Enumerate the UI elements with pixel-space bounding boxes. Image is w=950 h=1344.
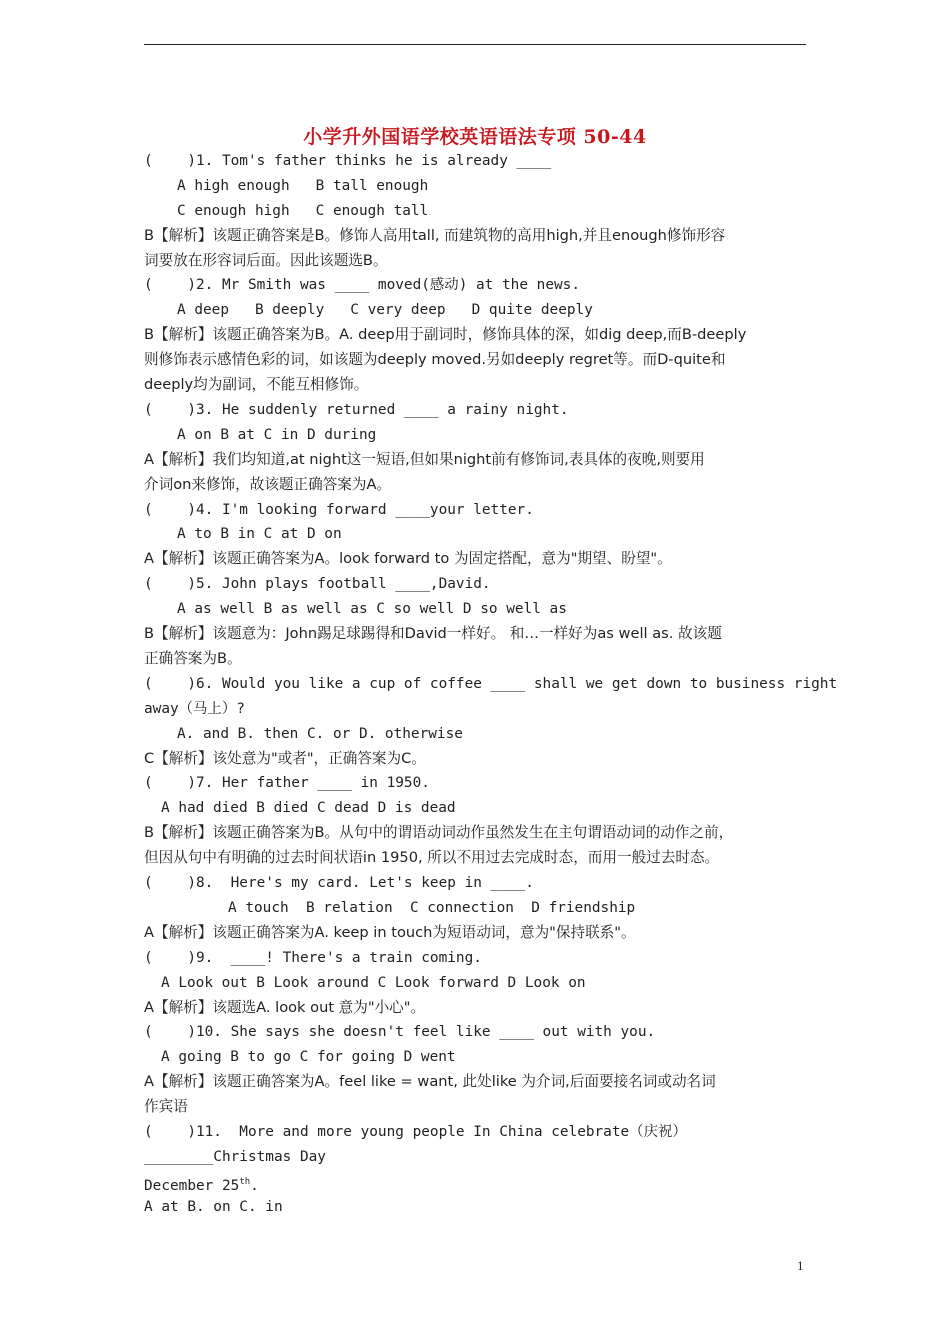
question-line: ( )2. Mr Smith was ____ moved(感动) at the news. bbox=[144, 277, 580, 294]
options-line: A deep B deeply C very deep D quite deeply bbox=[177, 302, 593, 319]
question-continuation-line: ________Christmas Day bbox=[144, 1148, 326, 1165]
answer-explanation-line: 则修饰表示感情色彩的词，如该题为deeply moved.另如deeply regret等。而D-quite和 bbox=[144, 351, 726, 369]
answer-explanation-line: B【解析】该题意为：John踢足球踢得和David一样好。 和…一样好为as well as. 故该题 bbox=[144, 625, 722, 643]
question-continuation-line: December 25th. bbox=[144, 1176, 259, 1194]
answer-explanation-line: A【解析】我们均知道,at night这一短语,但如果night前有修饰词,表具体的夜晚,则要用 bbox=[144, 450, 705, 468]
question-line: ( )4. I'm looking forward ____your letter. bbox=[144, 501, 534, 518]
options-line: A to B in C at D on bbox=[177, 526, 342, 543]
answer-explanation-line: B【解析】该题正确答案是B。修饰人高用tall, 而建筑物的高用high,并且enough修饰形容 bbox=[144, 226, 726, 244]
options-line: C enough high C enough tall bbox=[177, 202, 429, 219]
options-line: A on B at C in D during bbox=[177, 426, 377, 443]
options-line: A going B to go C for going D went bbox=[161, 1049, 456, 1066]
page-title: 小学升外国语学校英语语法专项 50-44 bbox=[303, 126, 647, 148]
question-list bbox=[144, 149, 838, 1220]
question-line: ( )6. Would you like a cup of coffee ____ shall we get down to business right bbox=[144, 675, 838, 692]
question-line: ( )5. John plays football ____,David. bbox=[144, 576, 491, 593]
question-line: ( )1. Tom's father thinks he is already ____ bbox=[144, 153, 552, 169]
question-line: ( )7. Her father ____ in 1950. bbox=[144, 775, 430, 792]
page-number: 1 bbox=[797, 1258, 804, 1273]
answer-explanation-line: A【解析】该题正确答案为A。feel like = want, 此处like 为介词,后面要接名词或动名词 bbox=[144, 1073, 716, 1091]
question-line: ( )9. ____! There's a train coming. bbox=[144, 949, 482, 966]
answer-explanation-line: B【解析】该题正确答案为B。A. deep用于副词时，修饰具体的深，如dig deep,而B-deeply bbox=[144, 326, 747, 344]
options-line: A high enough B tall enough bbox=[177, 177, 429, 194]
answer-explanation-line: 介词on来修饰，故该题正确答案为A。 bbox=[144, 475, 392, 493]
answer-explanation-line: 作宾语 bbox=[144, 1098, 188, 1116]
options-line: A as well B as well as C so well D so well as bbox=[177, 601, 567, 618]
question-line: ( )10. She says she doesn't feel like ____ out with you. bbox=[144, 1024, 656, 1041]
answer-explanation-line: A【解析】该题正确答案为A。look forward to 为固定搭配，意为"期望、盼望"。 bbox=[144, 550, 672, 568]
answer-explanation-line: 但因从句中有明确的过去时间状语in 1950, 所以不用过去完成时态，而用一般过去时态。 bbox=[144, 849, 720, 867]
question-continuation-line: A at B. on C. in bbox=[144, 1198, 283, 1215]
options-line: A touch B relation C connection D friendship bbox=[228, 899, 636, 916]
answer-explanation-line: deeply均为副词，不能互相修饰。 bbox=[144, 376, 369, 394]
answer-explanation-line: C【解析】该处意为"或者"，正确答案为C。 bbox=[144, 749, 426, 767]
question-line: ( )8. Here's my card. Let's keep in ____. bbox=[144, 875, 534, 892]
question-continuation-line: away（马上）? bbox=[144, 700, 245, 717]
question-line: ( )3. He suddenly returned ____ a rainy night. bbox=[144, 401, 569, 418]
answer-explanation-line: 词要放在形容词后面。因此该题选B。 bbox=[144, 251, 388, 269]
header-rule bbox=[144, 44, 806, 45]
answer-explanation-line: 正确答案为B。 bbox=[144, 649, 242, 667]
options-line: A had died B died C dead D is dead bbox=[161, 800, 456, 817]
options-line: A Look out B Look around C Look forward D Look on bbox=[161, 974, 586, 991]
answer-explanation-line: A【解析】该题正确答案为A. keep in touch为短语动词，意为"保持联系"。 bbox=[144, 923, 636, 941]
answer-explanation-line: B【解析】该题正确答案为B。从句中的谓语动词动作虽然发生在主句谓语动词的动作之前， bbox=[144, 824, 734, 842]
answer-explanation-line: A【解析】该题选A. look out 意为"小心"。 bbox=[144, 998, 426, 1016]
question-line: ( )11. More and more young people In China celebrate（庆祝） bbox=[144, 1124, 687, 1140]
options-line: A. and B. then C. or D. otherwise bbox=[177, 725, 463, 742]
